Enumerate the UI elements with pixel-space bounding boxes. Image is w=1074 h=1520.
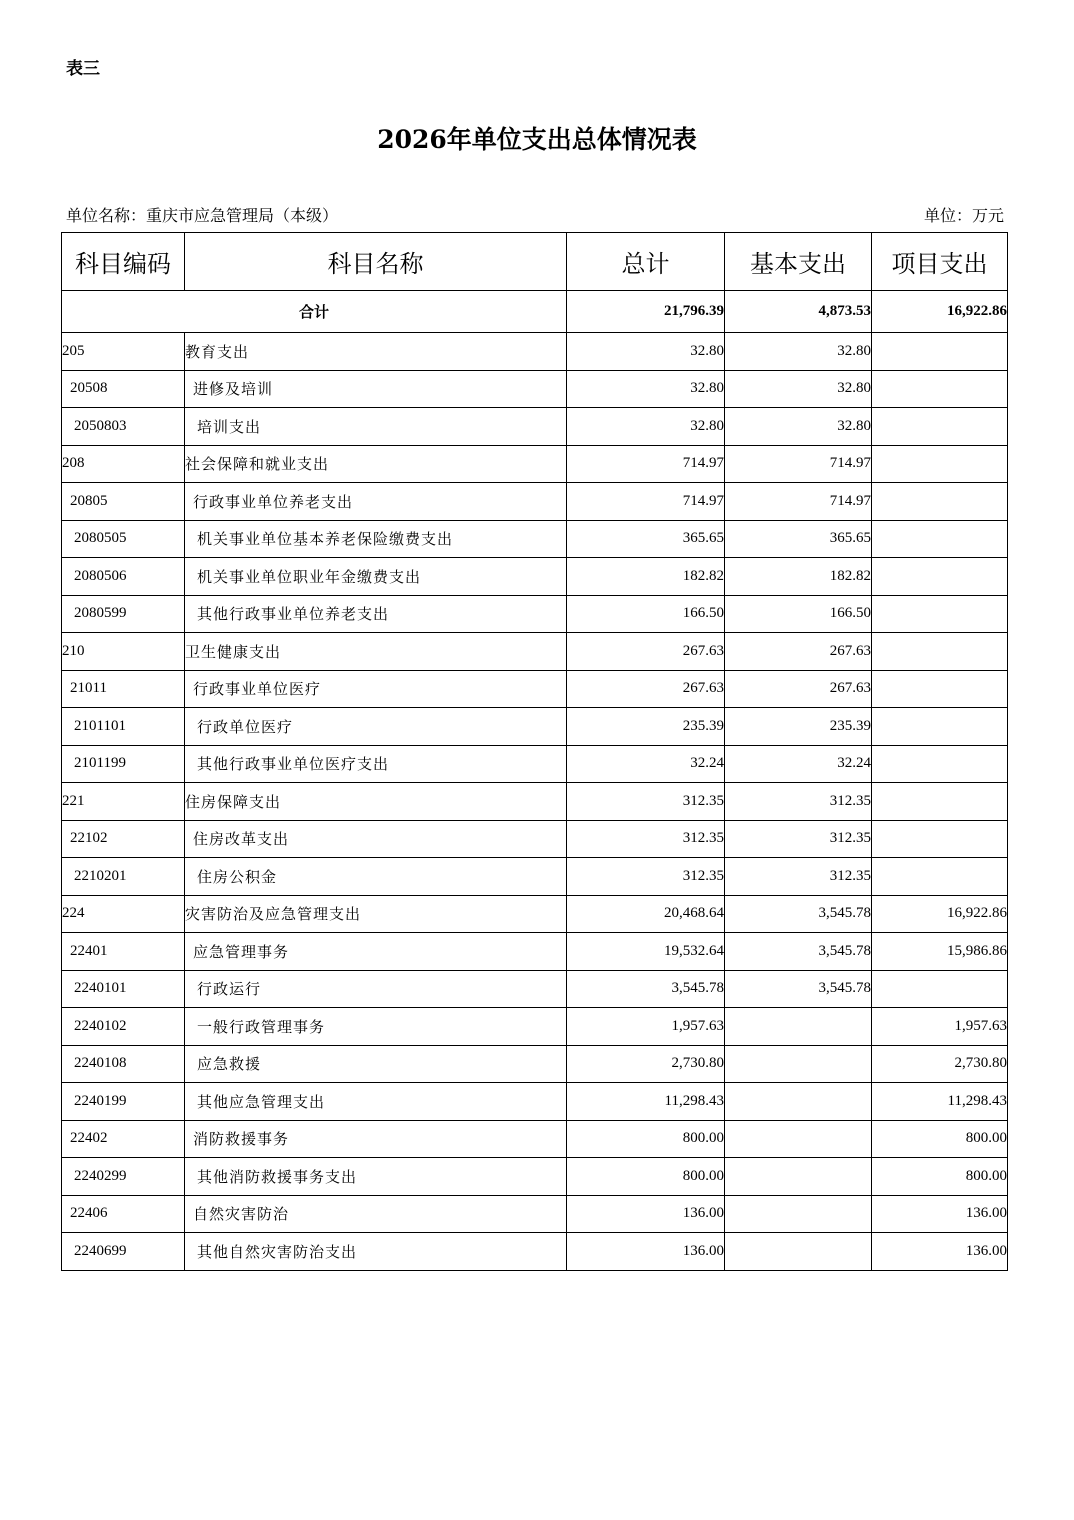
row-total: 312.35 xyxy=(567,783,725,821)
row-basic: 267.63 xyxy=(725,670,872,708)
row-basic: 32.24 xyxy=(725,745,872,783)
row-total: 3,545.78 xyxy=(567,970,725,1008)
row-code: 2101199 xyxy=(62,745,185,783)
row-code: 2080506 xyxy=(62,558,185,596)
row-name: 进修及培训 xyxy=(185,370,567,408)
row-name: 灾害防治及应急管理支出 xyxy=(185,895,567,933)
row-code: 20508 xyxy=(62,370,185,408)
table-row xyxy=(62,895,1008,933)
row-total: 714.97 xyxy=(567,483,725,521)
row-code: 20805 xyxy=(62,483,185,521)
row-project: 11,298.43 xyxy=(872,1083,1008,1121)
row-total: 19,532.64 xyxy=(567,933,725,971)
row-total: 32.80 xyxy=(567,333,725,371)
table-row xyxy=(62,820,1008,858)
row-basic: 32.80 xyxy=(725,408,872,446)
row-code: 210 xyxy=(62,633,185,671)
row-total: 136.00 xyxy=(567,1195,725,1233)
row-total: 312.35 xyxy=(567,858,725,896)
row-code: 208 xyxy=(62,445,185,483)
row-code: 221 xyxy=(62,783,185,821)
table-row xyxy=(62,1045,1008,1083)
row-project: 15,986.86 xyxy=(872,933,1008,971)
total-total-value: 21,796.39 xyxy=(567,291,725,333)
row-code: 22406 xyxy=(62,1195,185,1233)
table-row xyxy=(62,933,1008,971)
table-row xyxy=(62,520,1008,558)
row-code: 2240101 xyxy=(62,970,185,1008)
row-basic: 32.80 xyxy=(725,333,872,371)
table-row xyxy=(62,708,1008,746)
row-basic xyxy=(725,1120,872,1158)
row-total: 312.35 xyxy=(567,820,725,858)
page-title: 2026年单位支出总体情况表 xyxy=(377,125,697,154)
row-basic: 312.35 xyxy=(725,858,872,896)
row-total: 800.00 xyxy=(567,1158,725,1196)
table-row xyxy=(62,1008,1008,1046)
table-row xyxy=(62,858,1008,896)
column-header-name: 科目名称 xyxy=(185,233,567,291)
row-basic xyxy=(725,1158,872,1196)
row-project xyxy=(872,783,1008,821)
row-total: 32.80 xyxy=(567,408,725,446)
row-project xyxy=(872,820,1008,858)
total-basic-value: 4,873.53 xyxy=(725,291,872,333)
row-basic: 182.82 xyxy=(725,558,872,596)
row-code: 21011 xyxy=(62,670,185,708)
row-basic: 166.50 xyxy=(725,595,872,633)
row-code: 2080599 xyxy=(62,595,185,633)
row-basic: 3,545.78 xyxy=(725,970,872,1008)
row-total: 136.00 xyxy=(567,1233,725,1271)
row-total: 235.39 xyxy=(567,708,725,746)
row-project: 136.00 xyxy=(872,1195,1008,1233)
row-name: 其他消防救援事务支出 xyxy=(185,1158,567,1196)
row-project xyxy=(872,708,1008,746)
unit-label: 单位：万元 xyxy=(923,206,1004,225)
table-row xyxy=(62,558,1008,596)
row-name: 应急救援 xyxy=(185,1045,567,1083)
row-project: 16,922.86 xyxy=(872,895,1008,933)
row-total: 365.65 xyxy=(567,520,725,558)
row-code: 2101101 xyxy=(62,708,185,746)
row-project xyxy=(872,858,1008,896)
table-row xyxy=(62,1158,1008,1196)
row-name: 机关事业单位基本养老保险缴费支出 xyxy=(185,520,567,558)
row-code: 2240108 xyxy=(62,1045,185,1083)
row-name: 住房保障支出 xyxy=(185,783,567,821)
row-name: 培训支出 xyxy=(185,408,567,446)
row-name: 住房改革支出 xyxy=(185,820,567,858)
row-project xyxy=(872,333,1008,371)
row-name: 教育支出 xyxy=(185,333,567,371)
row-name: 住房公积金 xyxy=(185,858,567,896)
unit-name-label: 单位名称：重庆市应急管理局（本级） xyxy=(66,206,339,225)
row-project: 800.00 xyxy=(872,1120,1008,1158)
row-basic: 3,545.78 xyxy=(725,933,872,971)
table-number: 表三 xyxy=(66,59,100,79)
row-code: 2240299 xyxy=(62,1158,185,1196)
row-code: 2210201 xyxy=(62,858,185,896)
row-total: 32.24 xyxy=(567,745,725,783)
total-project-value: 16,922.86 xyxy=(872,291,1008,333)
row-total: 800.00 xyxy=(567,1120,725,1158)
row-basic: 235.39 xyxy=(725,708,872,746)
row-project: 1,957.63 xyxy=(872,1008,1008,1046)
row-code: 2050803 xyxy=(62,408,185,446)
row-name: 行政事业单位医疗 xyxy=(185,670,567,708)
row-basic xyxy=(725,1008,872,1046)
table-row xyxy=(62,370,1008,408)
table-row xyxy=(62,633,1008,671)
row-total: 182.82 xyxy=(567,558,725,596)
row-name: 卫生健康支出 xyxy=(185,633,567,671)
row-project xyxy=(872,558,1008,596)
row-basic: 714.97 xyxy=(725,483,872,521)
row-name: 社会保障和就业支出 xyxy=(185,445,567,483)
table-row xyxy=(62,1233,1008,1271)
row-total: 166.50 xyxy=(567,595,725,633)
row-code: 22402 xyxy=(62,1120,185,1158)
row-name: 行政单位医疗 xyxy=(185,708,567,746)
row-project: 800.00 xyxy=(872,1158,1008,1196)
column-header-total: 总计 xyxy=(567,233,725,291)
row-total: 714.97 xyxy=(567,445,725,483)
table-header-row xyxy=(62,233,1008,291)
row-total: 32.80 xyxy=(567,370,725,408)
table-row xyxy=(62,1083,1008,1121)
table-row xyxy=(62,408,1008,446)
row-project xyxy=(872,520,1008,558)
row-basic: 312.35 xyxy=(725,783,872,821)
row-project xyxy=(872,670,1008,708)
row-basic: 267.63 xyxy=(725,633,872,671)
row-name: 机关事业单位职业年金缴费支出 xyxy=(185,558,567,596)
table-row xyxy=(62,1195,1008,1233)
row-code: 205 xyxy=(62,333,185,371)
total-row xyxy=(62,291,1008,333)
row-basic: 32.80 xyxy=(725,370,872,408)
row-project xyxy=(872,445,1008,483)
row-total: 267.63 xyxy=(567,670,725,708)
row-code: 22401 xyxy=(62,933,185,971)
row-project xyxy=(872,595,1008,633)
row-basic: 365.65 xyxy=(725,520,872,558)
row-name: 其他应急管理支出 xyxy=(185,1083,567,1121)
column-header-code: 科目编码 xyxy=(62,233,185,291)
table-row xyxy=(62,445,1008,483)
column-header-project: 项目支出 xyxy=(872,233,1008,291)
row-name: 其他行政事业单位医疗支出 xyxy=(185,745,567,783)
column-header-basic: 基本支出 xyxy=(725,233,872,291)
row-basic: 312.35 xyxy=(725,820,872,858)
row-code: 2240199 xyxy=(62,1083,185,1121)
table-row xyxy=(62,595,1008,633)
row-basic: 714.97 xyxy=(725,445,872,483)
row-basic: 3,545.78 xyxy=(725,895,872,933)
row-name: 行政运行 xyxy=(185,970,567,1008)
table-row xyxy=(62,970,1008,1008)
row-project xyxy=(872,633,1008,671)
row-basic xyxy=(725,1233,872,1271)
row-code: 2080505 xyxy=(62,520,185,558)
total-label: 合计 xyxy=(62,291,567,333)
row-project: 136.00 xyxy=(872,1233,1008,1271)
table-row xyxy=(62,483,1008,521)
row-name: 应急管理事务 xyxy=(185,933,567,971)
row-total: 11,298.43 xyxy=(567,1083,725,1121)
row-name: 一般行政管理事务 xyxy=(185,1008,567,1046)
row-project xyxy=(872,745,1008,783)
row-project xyxy=(872,970,1008,1008)
row-name: 消防救援事务 xyxy=(185,1120,567,1158)
row-code: 2240102 xyxy=(62,1008,185,1046)
row-code: 2240699 xyxy=(62,1233,185,1271)
row-project xyxy=(872,370,1008,408)
row-code: 22102 xyxy=(62,820,185,858)
row-name: 自然灾害防治 xyxy=(185,1195,567,1233)
table-row xyxy=(62,745,1008,783)
expenditure-table xyxy=(61,232,1008,1271)
row-name: 其他自然灾害防治支出 xyxy=(185,1233,567,1271)
row-total: 267.63 xyxy=(567,633,725,671)
row-total: 1,957.63 xyxy=(567,1008,725,1046)
row-total: 20,468.64 xyxy=(567,895,725,933)
table-row xyxy=(62,333,1008,371)
row-project: 2,730.80 xyxy=(872,1045,1008,1083)
row-basic xyxy=(725,1195,872,1233)
row-project xyxy=(872,483,1008,521)
row-name: 行政事业单位养老支出 xyxy=(185,483,567,521)
row-project xyxy=(872,408,1008,446)
row-code: 224 xyxy=(62,895,185,933)
row-name: 其他行政事业单位养老支出 xyxy=(185,595,567,633)
table-row xyxy=(62,1120,1008,1158)
row-basic xyxy=(725,1045,872,1083)
table-row xyxy=(62,783,1008,821)
row-total: 2,730.80 xyxy=(567,1045,725,1083)
table-row xyxy=(62,670,1008,708)
row-basic xyxy=(725,1083,872,1121)
